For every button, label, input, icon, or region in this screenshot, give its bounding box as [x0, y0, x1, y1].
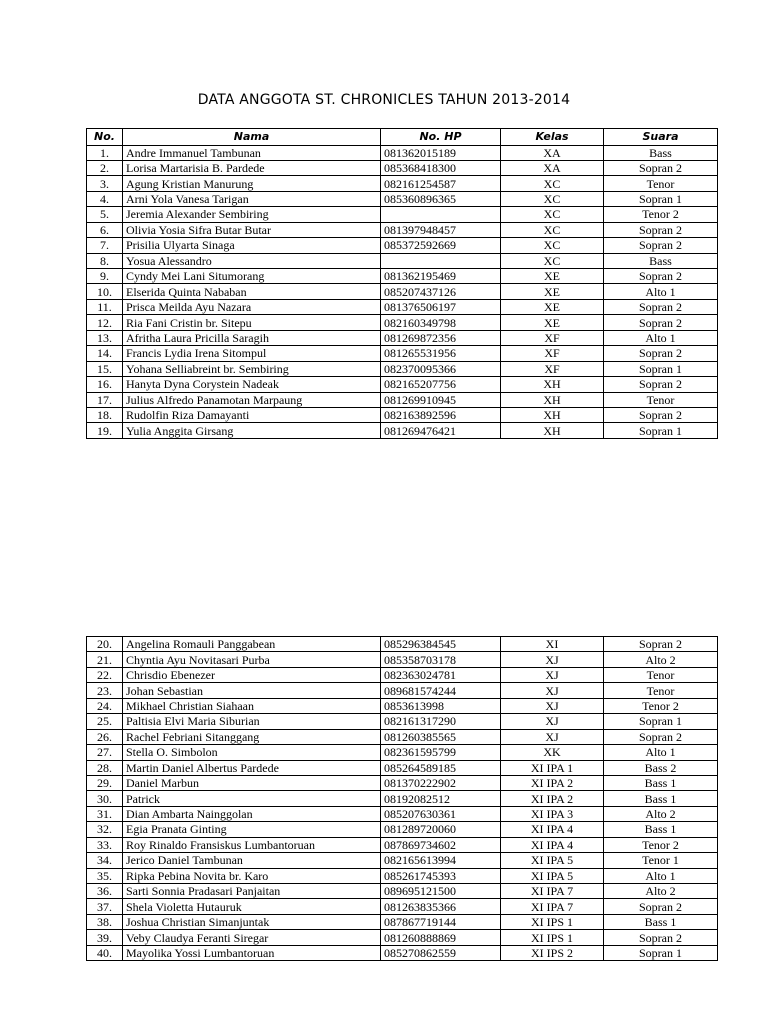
cell-kelas: XJ [501, 729, 604, 744]
cell-hp: 085372592669 [381, 238, 501, 253]
cell-no: 40. [87, 945, 123, 960]
cell-suara: Sopran 1 [604, 945, 718, 960]
cell-kelas: XH [501, 407, 604, 422]
cell-kelas: XC [501, 207, 604, 222]
table-row [87, 191, 718, 206]
table-row [87, 637, 718, 652]
cell-hp: 081265531956 [381, 346, 501, 361]
cell-no: 14. [87, 346, 123, 361]
table-row [87, 299, 718, 314]
cell-suara: Sopran 2 [604, 160, 718, 175]
cell-suara: Bass [604, 145, 718, 160]
cell-suara: Sopran 2 [604, 407, 718, 422]
table-row [87, 760, 718, 775]
cell-suara: Tenor [604, 667, 718, 682]
cell-suara: Sopran 1 [604, 191, 718, 206]
cell-hp [381, 207, 501, 222]
cell-nama: Sarti Sonnia Pradasari Panjaitan [123, 884, 381, 899]
cell-kelas: XI IPA 7 [501, 899, 604, 914]
cell-kelas: XJ [501, 698, 604, 713]
cell-kelas: XC [501, 238, 604, 253]
cell-no: 3. [87, 176, 123, 191]
cell-suara: Alto 2 [604, 884, 718, 899]
cell-suara: Sopran 1 [604, 714, 718, 729]
cell-hp: 085296384545 [381, 637, 501, 652]
cell-hp: 081376506197 [381, 299, 501, 314]
cell-no: 31. [87, 806, 123, 821]
table-row [87, 899, 718, 914]
cell-suara: Sopran 2 [604, 899, 718, 914]
cell-suara: Bass 2 [604, 760, 718, 775]
table-header-row [87, 129, 718, 146]
cell-suara: Alto 1 [604, 745, 718, 760]
cell-nama: Yulia Anggita Girsang [123, 423, 381, 438]
cell-no: 16. [87, 377, 123, 392]
cell-hp: 085368418300 [381, 160, 501, 175]
cell-hp: 081269476421 [381, 423, 501, 438]
cell-nama: Angelina Romauli Panggabean [123, 637, 381, 652]
cell-nama: Chyntia Ayu Novitasari Purba [123, 652, 381, 667]
table-row [87, 652, 718, 667]
cell-kelas: XF [501, 330, 604, 345]
table-row [87, 269, 718, 284]
table-row [87, 160, 718, 175]
cell-no: 29. [87, 775, 123, 790]
cell-nama: Afritha Laura Pricilla Saragih [123, 330, 381, 345]
cell-nama: Andre Immanuel Tambunan [123, 145, 381, 160]
cell-kelas: XI IPS 1 [501, 914, 604, 929]
table-row [87, 222, 718, 237]
cell-nama: Egia Pranata Ginting [123, 822, 381, 837]
cell-no: 7. [87, 238, 123, 253]
cell-nama: Jerico Daniel Tambunan [123, 853, 381, 868]
table-row [87, 884, 718, 899]
table-row [87, 791, 718, 806]
cell-nama: Prisca Meilda Ayu Nazara [123, 299, 381, 314]
cell-hp: 082163892596 [381, 407, 501, 422]
cell-hp: 081260888869 [381, 930, 501, 945]
cell-suara: Tenor [604, 392, 718, 407]
cell-nama: Arni Yola Vanesa Tarigan [123, 191, 381, 206]
cell-no: 8. [87, 253, 123, 268]
members-table-2-body [87, 637, 718, 961]
table-row [87, 407, 718, 422]
table-row [87, 346, 718, 361]
header-hp: No. HP [381, 129, 501, 146]
table-row [87, 930, 718, 945]
cell-nama: Yohana Selliabreint br. Sembiring [123, 361, 381, 376]
cell-nama: Johan Sebastian [123, 683, 381, 698]
table-row [87, 315, 718, 330]
cell-no: 26. [87, 729, 123, 744]
cell-no: 19. [87, 423, 123, 438]
cell-nama: Roy Rinaldo Fransiskus Lumbantoruan [123, 837, 381, 852]
cell-hp: 0853613998 [381, 698, 501, 713]
cell-no: 25. [87, 714, 123, 729]
cell-suara: Sopran 2 [604, 346, 718, 361]
table-row [87, 423, 718, 438]
cell-kelas: XH [501, 377, 604, 392]
cell-kelas: XJ [501, 714, 604, 729]
cell-no: 21. [87, 652, 123, 667]
cell-no: 32. [87, 822, 123, 837]
cell-hp: 081263835366 [381, 899, 501, 914]
cell-kelas: XI IPA 3 [501, 806, 604, 821]
cell-suara: Sopran 2 [604, 299, 718, 314]
cell-hp: 082165613994 [381, 853, 501, 868]
cell-hp: 087867719144 [381, 914, 501, 929]
cell-hp: 081370222902 [381, 775, 501, 790]
cell-no: 33. [87, 837, 123, 852]
table-row [87, 284, 718, 299]
cell-nama: Rudolfin Riza Damayanti [123, 407, 381, 422]
cell-hp: 082361595799 [381, 745, 501, 760]
cell-hp: 085207437126 [381, 284, 501, 299]
cell-no: 20. [87, 637, 123, 652]
cell-kelas: XJ [501, 667, 604, 682]
cell-suara: Alto 2 [604, 806, 718, 821]
cell-hp: 081397948457 [381, 222, 501, 237]
cell-kelas: XI IPA 4 [501, 822, 604, 837]
cell-nama: Daniel Marbun [123, 775, 381, 790]
cell-no: 30. [87, 791, 123, 806]
cell-no: 2. [87, 160, 123, 175]
cell-kelas: XJ [501, 652, 604, 667]
table-row [87, 238, 718, 253]
cell-hp [381, 253, 501, 268]
cell-kelas: XI IPA 5 [501, 853, 604, 868]
cell-hp: 082370095366 [381, 361, 501, 376]
cell-hp: 089695121500 [381, 884, 501, 899]
cell-nama: Ria Fani Cristin br. Sitepu [123, 315, 381, 330]
cell-nama: Mikhael Christian Siahaan [123, 698, 381, 713]
cell-suara: Alto 2 [604, 652, 718, 667]
cell-nama: Lorisa Martarisia B. Pardede [123, 160, 381, 175]
table-row [87, 361, 718, 376]
cell-no: 22. [87, 667, 123, 682]
cell-nama: Rachel Febriani Sitanggang [123, 729, 381, 744]
cell-nama: Hanyta Dyna Corystein Nadeak [123, 377, 381, 392]
cell-kelas: XH [501, 423, 604, 438]
table-row [87, 729, 718, 744]
cell-kelas: XI IPA 7 [501, 884, 604, 899]
cell-no: 23. [87, 683, 123, 698]
cell-kelas: XI IPA 5 [501, 868, 604, 883]
table-row [87, 945, 718, 960]
table-row [87, 176, 718, 191]
cell-suara: Sopran 2 [604, 222, 718, 237]
table-row [87, 667, 718, 682]
cell-no: 9. [87, 269, 123, 284]
cell-hp: 085358703178 [381, 652, 501, 667]
cell-suara: Tenor 2 [604, 207, 718, 222]
header-no: No. [87, 129, 123, 146]
cell-kelas: XF [501, 346, 604, 361]
cell-kelas: XC [501, 191, 604, 206]
cell-nama: Shela Violetta Hutauruk [123, 899, 381, 914]
cell-nama: Chrisdio Ebenezer [123, 667, 381, 682]
cell-no: 37. [87, 899, 123, 914]
table-row [87, 377, 718, 392]
cell-nama: Mayolika Yossi Lumbantoruan [123, 945, 381, 960]
document-title: DATA ANGGOTA ST. CHRONICLES TAHUN 2013-2014 [197, 92, 571, 108]
table-row [87, 775, 718, 790]
cell-hp: 085207630361 [381, 806, 501, 821]
cell-suara: Alto 1 [604, 868, 718, 883]
cell-kelas: XA [501, 160, 604, 175]
cell-hp: 085264589185 [381, 760, 501, 775]
cell-nama: Ripka Pebina Novita br. Karo [123, 868, 381, 883]
cell-no: 27. [87, 745, 123, 760]
cell-suara: Bass 1 [604, 791, 718, 806]
cell-hp: 085261745393 [381, 868, 501, 883]
cell-hp: 081260385565 [381, 729, 501, 744]
cell-hp: 082363024781 [381, 667, 501, 682]
cell-kelas: XE [501, 269, 604, 284]
cell-kelas: XI IPA 1 [501, 760, 604, 775]
cell-nama: Patrick [123, 791, 381, 806]
cell-no: 28. [87, 760, 123, 775]
cell-suara: Sopran 2 [604, 238, 718, 253]
table-row [87, 392, 718, 407]
cell-kelas: XE [501, 299, 604, 314]
table-row [87, 853, 718, 868]
header-suara: Suara [604, 129, 718, 146]
cell-nama: Olivia Yosia Sifra Butar Butar [123, 222, 381, 237]
cell-kelas: XC [501, 253, 604, 268]
cell-suara: Tenor 2 [604, 698, 718, 713]
table-row [87, 698, 718, 713]
cell-hp: 082165207756 [381, 377, 501, 392]
cell-suara: Bass [604, 253, 718, 268]
cell-suara: Sopran 2 [604, 315, 718, 330]
cell-suara: Bass 1 [604, 822, 718, 837]
cell-hp: 087869734602 [381, 837, 501, 852]
cell-kelas: XH [501, 392, 604, 407]
cell-hp: 081289720060 [381, 822, 501, 837]
cell-kelas: XK [501, 745, 604, 760]
table-row [87, 683, 718, 698]
cell-nama: Yosua Alessandro [123, 253, 381, 268]
cell-suara: Sopran 2 [604, 637, 718, 652]
cell-suara: Bass 1 [604, 914, 718, 929]
cell-no: 13. [87, 330, 123, 345]
cell-hp: 082161317290 [381, 714, 501, 729]
cell-suara: Alto 1 [604, 284, 718, 299]
cell-suara: Alto 1 [604, 330, 718, 345]
header-nama: Nama [123, 129, 381, 146]
cell-no: 38. [87, 914, 123, 929]
cell-suara: Tenor [604, 176, 718, 191]
table-row [87, 330, 718, 345]
table-row [87, 145, 718, 160]
table-row [87, 745, 718, 760]
table-row [87, 837, 718, 852]
members-table-1-body [87, 145, 718, 438]
table-row [87, 714, 718, 729]
cell-hp: 081269872356 [381, 330, 501, 345]
cell-kelas: XI IPA 2 [501, 775, 604, 790]
cell-no: 10. [87, 284, 123, 299]
cell-kelas: XC [501, 176, 604, 191]
cell-no: 18. [87, 407, 123, 422]
cell-hp: 08192082512 [381, 791, 501, 806]
cell-no: 39. [87, 930, 123, 945]
cell-hp: 082161254587 [381, 176, 501, 191]
members-table-1 [86, 128, 718, 439]
cell-kelas: XI IPA 2 [501, 791, 604, 806]
cell-hp: 089681574244 [381, 683, 501, 698]
table-row [87, 806, 718, 821]
cell-kelas: XI IPS 2 [501, 945, 604, 960]
cell-suara: Sopran 1 [604, 423, 718, 438]
cell-no: 34. [87, 853, 123, 868]
cell-kelas: XI IPA 4 [501, 837, 604, 852]
cell-no: 15. [87, 361, 123, 376]
cell-suara: Sopran 2 [604, 729, 718, 744]
cell-nama: Paltisia Elvi Maria Siburian [123, 714, 381, 729]
cell-nama: Prisilia Ulyarta Sinaga [123, 238, 381, 253]
cell-nama: Cyndy Mei Lani Situmorang [123, 269, 381, 284]
cell-kelas: XE [501, 284, 604, 299]
cell-kelas: XA [501, 145, 604, 160]
cell-nama: Francis Lydia Irena Sitompul [123, 346, 381, 361]
table-row [87, 822, 718, 837]
cell-nama: Veby Claudya Feranti Siregar [123, 930, 381, 945]
members-table-2 [86, 636, 718, 961]
table-row [87, 253, 718, 268]
table-row [87, 207, 718, 222]
cell-hp: 082160349798 [381, 315, 501, 330]
cell-kelas: XI IPS 1 [501, 930, 604, 945]
cell-hp: 085270862559 [381, 945, 501, 960]
cell-kelas: XE [501, 315, 604, 330]
cell-suara: Bass 1 [604, 775, 718, 790]
cell-suara: Tenor [604, 683, 718, 698]
cell-nama: Agung Kristian Manurung [123, 176, 381, 191]
cell-nama: Elserida Quinta Nababan [123, 284, 381, 299]
cell-suara: Sopran 1 [604, 361, 718, 376]
cell-nama: Stella O. Simbolon [123, 745, 381, 760]
cell-hp: 085360896365 [381, 191, 501, 206]
cell-suara: Sopran 2 [604, 930, 718, 945]
cell-nama: Julius Alfredo Panamotan Marpaung [123, 392, 381, 407]
cell-no: 4. [87, 191, 123, 206]
cell-kelas: XC [501, 222, 604, 237]
cell-no: 6. [87, 222, 123, 237]
cell-suara: Tenor 2 [604, 837, 718, 852]
cell-no: 17. [87, 392, 123, 407]
cell-suara: Sopran 2 [604, 377, 718, 392]
cell-hp: 081362195469 [381, 269, 501, 284]
cell-nama: Dian Ambarta Nainggolan [123, 806, 381, 821]
cell-no: 12. [87, 315, 123, 330]
cell-hp: 081362015189 [381, 145, 501, 160]
table-row [87, 914, 718, 929]
cell-nama: Jeremia Alexander Sembiring [123, 207, 381, 222]
cell-no: 35. [87, 868, 123, 883]
cell-nama: Martin Daniel Albertus Pardede [123, 760, 381, 775]
cell-kelas: XF [501, 361, 604, 376]
cell-hp: 081269910945 [381, 392, 501, 407]
cell-no: 11. [87, 299, 123, 314]
cell-suara: Tenor 1 [604, 853, 718, 868]
cell-no: 24. [87, 698, 123, 713]
cell-kelas: XI [501, 637, 604, 652]
header-kelas: Kelas [501, 129, 604, 146]
cell-kelas: XJ [501, 683, 604, 698]
cell-nama: Joshua Christian Simanjuntak [123, 914, 381, 929]
cell-no: 36. [87, 884, 123, 899]
cell-no: 1. [87, 145, 123, 160]
table-row [87, 868, 718, 883]
cell-suara: Sopran 2 [604, 269, 718, 284]
cell-no: 5. [87, 207, 123, 222]
